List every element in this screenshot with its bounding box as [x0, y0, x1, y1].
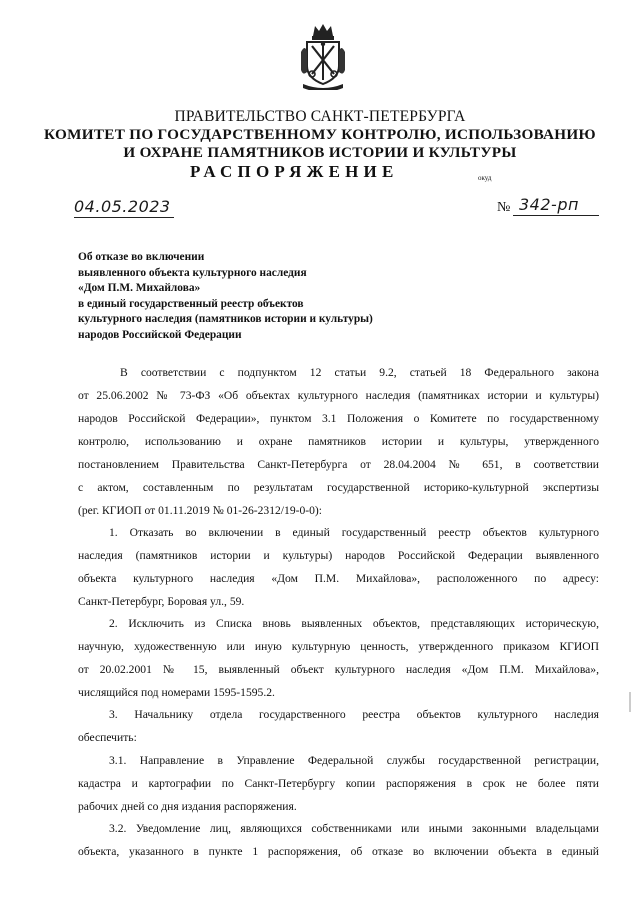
document-type-title: РАСПОРЯЖЕНИЕ [190, 162, 399, 181]
okud-label: окуд [478, 174, 492, 182]
preamble-line: постановлением Правительства Санкт-Петербурга от 28.04.2004 № 651, в соответствии [78, 458, 599, 471]
preamble-line: (рег. КГИОП от 01.11.2019 № 01-26-2312/19-0-0): [78, 504, 323, 517]
preamble-line: В соответствии с подпунктом 12 статьи 9.2, статьей 18 Федерального закона [120, 366, 599, 379]
item31-line: рабочих дней со дня издания распоряжения. [78, 800, 297, 813]
government-name: ПРАВИТЕЛЬСТВО САНКТ-ПЕТЕРБУРГА [174, 108, 466, 125]
committee-line-2: И ОХРАНЕ ПАМЯТНИКОВ ИСТОРИИ И КУЛЬТУРЫ [123, 144, 517, 161]
committee-line-1: КОМИТЕТ ПО ГОСУДАРСТВЕННОМУ КОНТРОЛЮ, ИСПОЛЬЗОВАНИЮ [44, 126, 596, 143]
committee-name [0, 126, 640, 162]
item1-line: объекта культурного наследия «Дом П.М. Михайлова», расположенного по адресу: [78, 572, 599, 585]
item2-line: 2. Исключить из Списка вновь выявленных объектов, представляющих историческую, [109, 617, 599, 630]
document-subject [78, 250, 373, 344]
item1-line: 1. Отказать во включении в единый государственный реестр объектов культурного [109, 526, 599, 539]
preamble-line: с актом, составленным по результатам государственной историко-культурной экспертизы [78, 481, 599, 494]
subject-line: в единый государственный реестр объектов [78, 297, 304, 310]
subject-line: выявленного объекта культурного наследия [78, 266, 307, 279]
item32-line: объекта, указанного в пункте 1 распоряжения, об отказе во включении объекта в единый [78, 845, 599, 858]
subject-line: Об отказе во включении [78, 251, 205, 263]
subject-line: «Дом П.М. Михайлова» [78, 282, 201, 295]
item2-line: научную, художественную или иную культурную ценность, утвержденного приказом КГИОП [78, 640, 599, 653]
scan-mark [629, 692, 631, 712]
coat-of-arms-emblem [299, 22, 347, 90]
item32-line: 3.2. Уведомление лиц, являющихся собственниками или иными законными владельцами [109, 822, 599, 835]
item1-line: Санкт-Петербург, Боровая ул., 59. [78, 595, 245, 608]
preamble-line: от 25.06.2002 № 73-ФЗ «Об объектах культурного наследия (памятниках истории и культуры) [78, 389, 599, 402]
subject-line: культурного наследия (памятников истории и культуры) [78, 313, 373, 326]
number-field [513, 195, 599, 216]
preamble-line: контролю, использованию и охране памятников истории и культуры, утвержденного [78, 435, 599, 448]
item3-line: обеспечить: [78, 731, 137, 744]
preamble-line: народов Российской Федерации», пунктом 3.1 Положения о Комитете по государственному [78, 412, 599, 425]
item31-line: кадастра и картографии по Санкт-Петербургу копии распоряжения в срок не более пяти [78, 777, 599, 790]
item3-line: 3. Начальнику отдела государственного реестра объектов культурного наследия [109, 708, 599, 721]
handwritten-number: 342-рп [519, 195, 579, 214]
number-label: № [497, 200, 511, 215]
date-field [74, 197, 174, 218]
item2-line: числящийся под номерами 1595-1595.2. [78, 686, 275, 699]
handwritten-date: 04.05.2023 [74, 197, 171, 216]
subject-line: народов Российской Федерации [78, 328, 242, 341]
item2-line: от 20.02.2001 № 15, выявленный объект культурного наследия «Дом П.М. Михайлова», [78, 663, 599, 676]
item31-line: 3.1. Направление в Управление Федеральной службы государственной регистрации, [109, 754, 599, 767]
item1-line: наследия (памятников истории и культуры) народов Российской Федерации выявленного [78, 549, 599, 562]
